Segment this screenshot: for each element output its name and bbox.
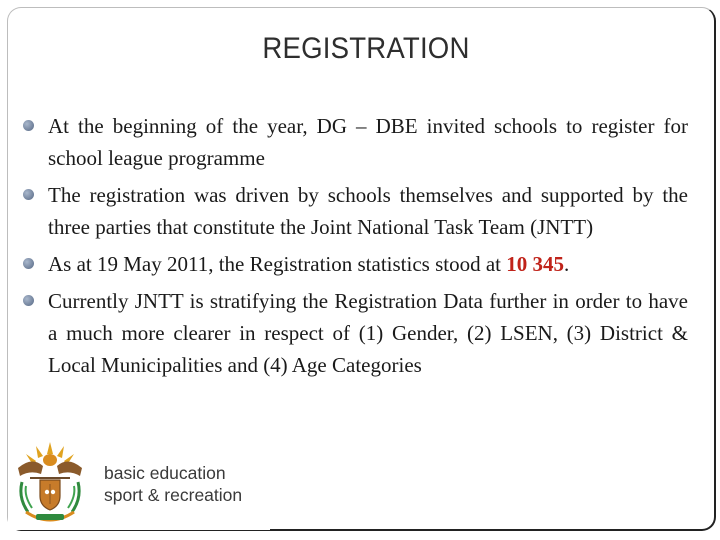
bullet-text: As at 19 May 2011, the Registration statistics stood at xyxy=(48,252,507,276)
registration-count: 10 345 xyxy=(506,252,565,276)
department-logo xyxy=(8,430,270,530)
bullet-item xyxy=(22,110,688,174)
logo-text xyxy=(104,462,242,506)
bullet-text: The registration was driven by schools themselves and supported by the three parties that constitute the Joint National Task Team (JNTT) xyxy=(48,183,688,239)
logo-line-2: sport & recreation xyxy=(104,485,243,505)
bullet-text: Currently JNTT is stratifying the Registration Data further in order to have a much more clearer in respect of (1) Gender, (2) LSEN, (3) District & Local Municipalities and (4) Age Categories xyxy=(48,289,688,377)
bullet-item xyxy=(22,248,688,280)
bullet-list xyxy=(22,110,688,386)
bullet-dot-icon xyxy=(23,295,34,306)
bullet-text: At the beginning of the year, DG – DBE invited schools to register for school league programme xyxy=(48,114,688,170)
bullet-item xyxy=(22,285,688,381)
bullet-text-end: . xyxy=(564,252,570,276)
bullet-item xyxy=(22,179,688,243)
coat-of-arms-icon xyxy=(12,438,88,526)
slide-title: REGISTRATION xyxy=(262,32,470,65)
bullet-dot-icon xyxy=(23,258,34,269)
logo-line-1: basic education xyxy=(104,463,226,483)
bullet-dot-icon xyxy=(23,189,34,200)
bullet-dot-icon xyxy=(23,120,34,131)
